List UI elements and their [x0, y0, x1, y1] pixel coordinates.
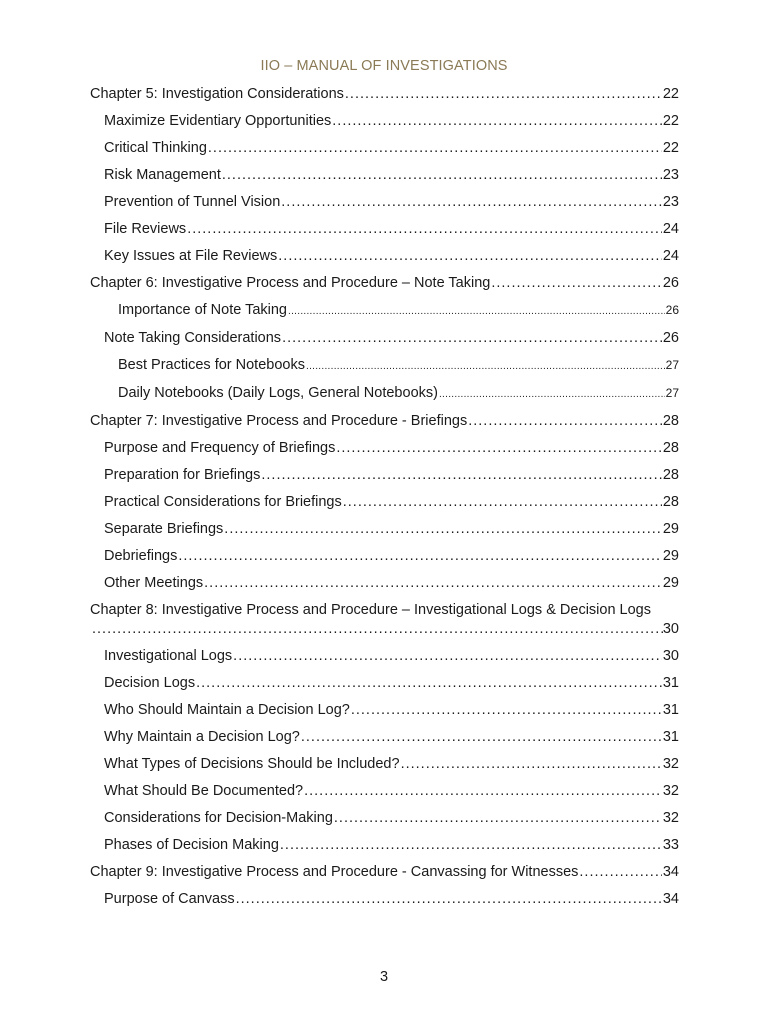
- dot-leader: [334, 809, 662, 828]
- dot-leader: [468, 412, 662, 431]
- toc-entry-title: Practical Considerations for Briefings: [104, 494, 342, 510]
- toc-entry-title: Why Maintain a Decision Log?: [104, 729, 300, 745]
- toc-entry-page: 29: [662, 521, 679, 537]
- toc-entry-title: What Types of Decisions Should be Included?: [104, 756, 400, 772]
- dot-leader: [288, 302, 665, 321]
- toc-entry[interactable]: [90, 112, 679, 131]
- dot-leader: [178, 547, 662, 566]
- toc-entry-page: 28: [662, 494, 679, 510]
- toc-entry-title: Decision Logs: [104, 675, 196, 691]
- toc-entry-title: File Reviews: [104, 221, 187, 237]
- toc-entry-title: Note Taking Considerations: [104, 330, 282, 346]
- toc-entry[interactable]: [90, 836, 679, 855]
- toc-entry-page: 24: [662, 248, 679, 264]
- toc-entry-title: Chapter 7: Investigative Process and Procedure - Briefings: [90, 413, 468, 429]
- toc-entry[interactable]: [90, 85, 679, 104]
- toc-entry[interactable]: [90, 674, 679, 693]
- toc-entry[interactable]: [90, 274, 679, 293]
- dot-leader: [222, 166, 662, 185]
- toc-entry-title: Investigational Logs: [104, 648, 233, 664]
- dot-leader: [236, 890, 662, 909]
- toc-entry[interactable]: [90, 166, 679, 185]
- toc-entry-title: Chapter 8: Investigative Process and Procedure – Investigational Logs & Decision Logs: [90, 602, 651, 618]
- dot-leader: [351, 701, 662, 720]
- toc-entry[interactable]: [90, 520, 679, 539]
- dot-leader: [579, 863, 661, 882]
- page-number: 3: [379, 969, 389, 985]
- running-header: IIO – MANUAL OF INVESTIGATIONS: [260, 58, 508, 74]
- toc-entry[interactable]: [90, 466, 679, 485]
- toc-entry-page: 24: [662, 221, 679, 237]
- toc-entry[interactable]: [90, 439, 679, 458]
- dot-leader: [332, 112, 662, 131]
- dot-leader: [187, 220, 662, 239]
- toc-entry[interactable]: [90, 890, 679, 909]
- toc-entry[interactable]: [90, 356, 679, 376]
- dot-leader: [301, 728, 662, 747]
- toc-entry-title: Purpose of Canvass: [104, 891, 235, 907]
- toc-entry-page: 29: [662, 575, 679, 591]
- toc-entry-page: 31: [662, 675, 679, 691]
- toc-entry[interactable]: [90, 782, 679, 801]
- toc-entry-title: Risk Management: [104, 167, 221, 183]
- toc-entry-title: Phases of Decision Making: [104, 837, 279, 853]
- toc-entry-page: 22: [662, 86, 679, 102]
- toc-entry[interactable]: [90, 329, 679, 348]
- dot-leader: [261, 466, 662, 485]
- toc-entry-page: 30: [662, 621, 679, 637]
- toc-entry-page: 22: [662, 140, 679, 156]
- toc-entry-page: 27: [665, 386, 679, 400]
- toc-entry-title: Importance of Note Taking: [118, 302, 287, 318]
- table-of-contents: [90, 85, 679, 917]
- dot-leader: [282, 329, 662, 348]
- toc-entry-title: Maximize Evidentiary Opportunities: [104, 113, 332, 129]
- toc-entry-title: Debriefings: [104, 548, 178, 564]
- toc-entry[interactable]: [90, 755, 679, 774]
- toc-entry-page: 23: [662, 194, 679, 210]
- toc-entry-page: 31: [662, 702, 679, 718]
- dot-leader: [336, 439, 662, 458]
- toc-entry[interactable]: [90, 139, 679, 158]
- dot-leader: [306, 357, 665, 376]
- toc-entry-title: Prevention of Tunnel Vision: [104, 194, 281, 210]
- dot-leader: [224, 520, 662, 539]
- toc-entry[interactable]: [90, 547, 679, 566]
- toc-entry[interactable]: [90, 247, 679, 266]
- toc-entry[interactable]: [90, 863, 679, 882]
- toc-entry[interactable]: [90, 574, 679, 593]
- toc-entry-title: Daily Notebooks (Daily Logs, General Notebooks): [118, 385, 438, 401]
- toc-entry-title: Best Practices for Notebooks: [118, 357, 305, 373]
- dot-leader: [281, 193, 662, 212]
- toc-entry-page: 26: [662, 275, 679, 291]
- toc-entry[interactable]: [90, 412, 679, 431]
- toc-entry-title: Separate Briefings: [104, 521, 224, 537]
- dot-leader: [304, 782, 662, 801]
- toc-entry-title: Purpose and Frequency of Briefings: [104, 440, 336, 456]
- toc-entry[interactable]: [90, 384, 679, 404]
- dot-leader: [280, 836, 662, 855]
- toc-entry-title: Key Issues at File Reviews: [104, 248, 278, 264]
- toc-entry-page: 32: [662, 756, 679, 772]
- toc-entry-page: 34: [662, 891, 679, 907]
- dot-leader: [208, 139, 662, 158]
- toc-entry[interactable]: [90, 220, 679, 239]
- toc-entry-title: Chapter 5: Investigation Considerations: [90, 86, 344, 102]
- dot-leader: [233, 647, 662, 666]
- toc-entry-title: Chapter 6: Investigative Process and Procedure – Note Taking: [90, 275, 491, 291]
- toc-entry-page: 28: [662, 440, 679, 456]
- dot-leader: [204, 574, 662, 593]
- toc-entry-page: 34: [662, 864, 679, 880]
- toc-entry-page: 26: [662, 330, 679, 346]
- toc-entry[interactable]: [90, 809, 679, 828]
- toc-entry-page: 32: [662, 810, 679, 826]
- toc-entry[interactable]: [90, 701, 679, 720]
- dot-leader: [92, 620, 663, 639]
- toc-entry-page: 26: [665, 303, 679, 317]
- dot-leader: [491, 274, 662, 293]
- dot-leader: [401, 755, 662, 774]
- toc-entry-page: 33: [662, 837, 679, 853]
- toc-entry-page: 31: [662, 729, 679, 745]
- dot-leader: [345, 85, 662, 104]
- toc-entry[interactable]: [90, 728, 679, 747]
- toc-entry-title: Who Should Maintain a Decision Log?: [104, 702, 350, 718]
- dot-leader: [343, 493, 662, 512]
- toc-entry[interactable]: [90, 193, 679, 212]
- dot-leader: [196, 674, 662, 693]
- toc-entry-page: 28: [662, 413, 679, 429]
- toc-entry-page: 30: [662, 648, 679, 664]
- toc-entry[interactable]: [90, 493, 679, 512]
- toc-entry-page: 27: [665, 358, 679, 372]
- toc-entry-title: Preparation for Briefings: [104, 467, 261, 483]
- toc-entry-title: Considerations for Decision-Making: [104, 810, 333, 826]
- toc-entry-page: 28: [662, 467, 679, 483]
- toc-entry[interactable]: [90, 301, 679, 321]
- toc-entry-title: Chapter 9: Investigative Process and Procedure - Canvassing for Witnesses: [90, 864, 579, 880]
- toc-entry-page: 23: [662, 167, 679, 183]
- toc-entry-title: Other Meetings: [104, 575, 204, 591]
- toc-entry[interactable]: [90, 601, 679, 639]
- toc-entry-title: What Should Be Documented?: [104, 783, 304, 799]
- toc-entry-page: 29: [662, 548, 679, 564]
- toc-entry-title: Critical Thinking: [104, 140, 207, 156]
- toc-entry-page: 22: [662, 113, 679, 129]
- dot-leader: [439, 385, 665, 404]
- toc-entry-page: 32: [662, 783, 679, 799]
- toc-entry[interactable]: [90, 647, 679, 666]
- dot-leader: [278, 247, 662, 266]
